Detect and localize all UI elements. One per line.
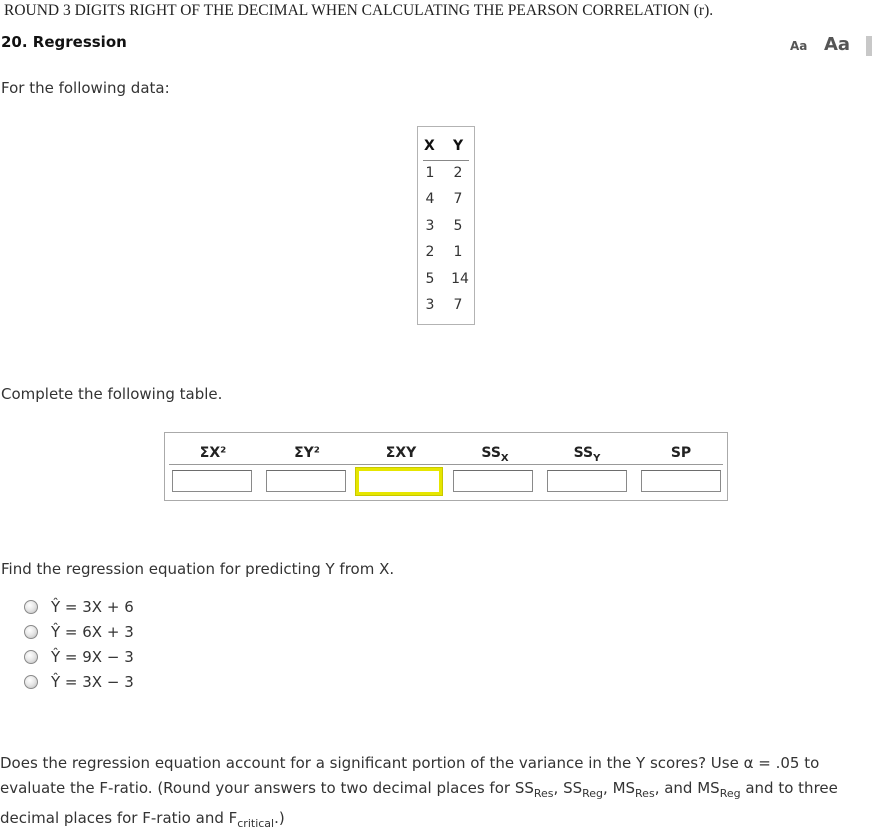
question-title: 20. Regression [1,33,127,51]
cell-y: 14 [451,271,469,287]
header-divider [423,160,469,161]
column-header-x: X [424,138,435,154]
cell-y: 5 [453,218,463,234]
ss-x-input[interactable] [453,470,533,492]
radio-button[interactable] [24,675,38,689]
regression-option[interactable] [24,621,134,643]
radio-button[interactable] [24,625,38,639]
ss-y-input[interactable] [547,470,627,492]
sp-input[interactable] [641,470,721,492]
cell-x: 5 [425,271,435,287]
header-sum-y-squared: ΣY² [294,445,320,461]
significance-question [0,751,870,836]
sum-y-squared-input[interactable] [266,470,346,492]
regression-option[interactable] [24,596,134,618]
sum-x-squared-input[interactable] [172,470,252,492]
regression-prompt: Find the regression equation for predicting Y from X. [1,560,395,578]
header-sum-x-squared: ΣX² [199,445,227,461]
significance-line-3: decimal places for F-ratio and $F_{critical}$.) [0,809,285,830]
data-intro-text: For the following data: [1,79,170,97]
cell-x: 1 [425,165,435,181]
radio-button[interactable] [24,650,38,664]
complete-table-prompt: Complete the following table. [1,385,223,403]
cell-y: 2 [453,165,463,181]
option-label[interactable]: Ŷ = 9X − 3 [51,648,134,666]
significance-line-2: evaluate the F-ratio. (Round your answers to two decimal places for $SS_{Res}$, $SS_{Reg}$, $MS_{Res}$, and $MS_{Reg}$ and to three [0,779,838,800]
header-sum-xy: ΣXY [385,445,417,461]
rounding-instruction-banner: ROUND 3 DIGITS RIGHT OF THE DECIMAL WHEN CALCULATING THE PEARSON CORRELATION (r). [4,2,714,19]
scroll-edge-indicator [866,36,872,56]
calculation-table [164,432,728,501]
regression-option[interactable] [24,646,134,668]
cell-y: 1 [453,244,463,260]
header-ss-x: $SS_X$ [481,445,509,464]
sum-xy-input[interactable] [356,468,442,495]
cell-y: 7 [453,297,463,313]
header-ss-y: $SS_Y$ [573,445,601,464]
cell-x: 4 [425,191,435,207]
header-divider [169,464,723,465]
data-table [417,126,475,325]
cell-x: 2 [425,244,435,260]
option-label[interactable]: Ŷ = 3X − 3 [51,673,134,691]
font-size-large-button[interactable]: Aa [824,34,851,55]
column-header-y: Y [453,138,464,154]
option-label[interactable]: Ŷ = 6X + 3 [51,623,134,641]
option-label[interactable]: Ŷ = 3X + 6 [51,598,134,616]
regression-option[interactable] [24,671,134,693]
cell-x: 3 [425,218,435,234]
font-size-small-button[interactable]: Aa [790,39,808,53]
significance-line-1: Does the regression equation account for a significant portion of the variance in the Y scores? Use α = .05 to [0,754,820,772]
cell-y: 7 [453,191,463,207]
header-sp: SP [670,445,692,461]
radio-button[interactable] [24,600,38,614]
cell-x: 3 [425,297,435,313]
